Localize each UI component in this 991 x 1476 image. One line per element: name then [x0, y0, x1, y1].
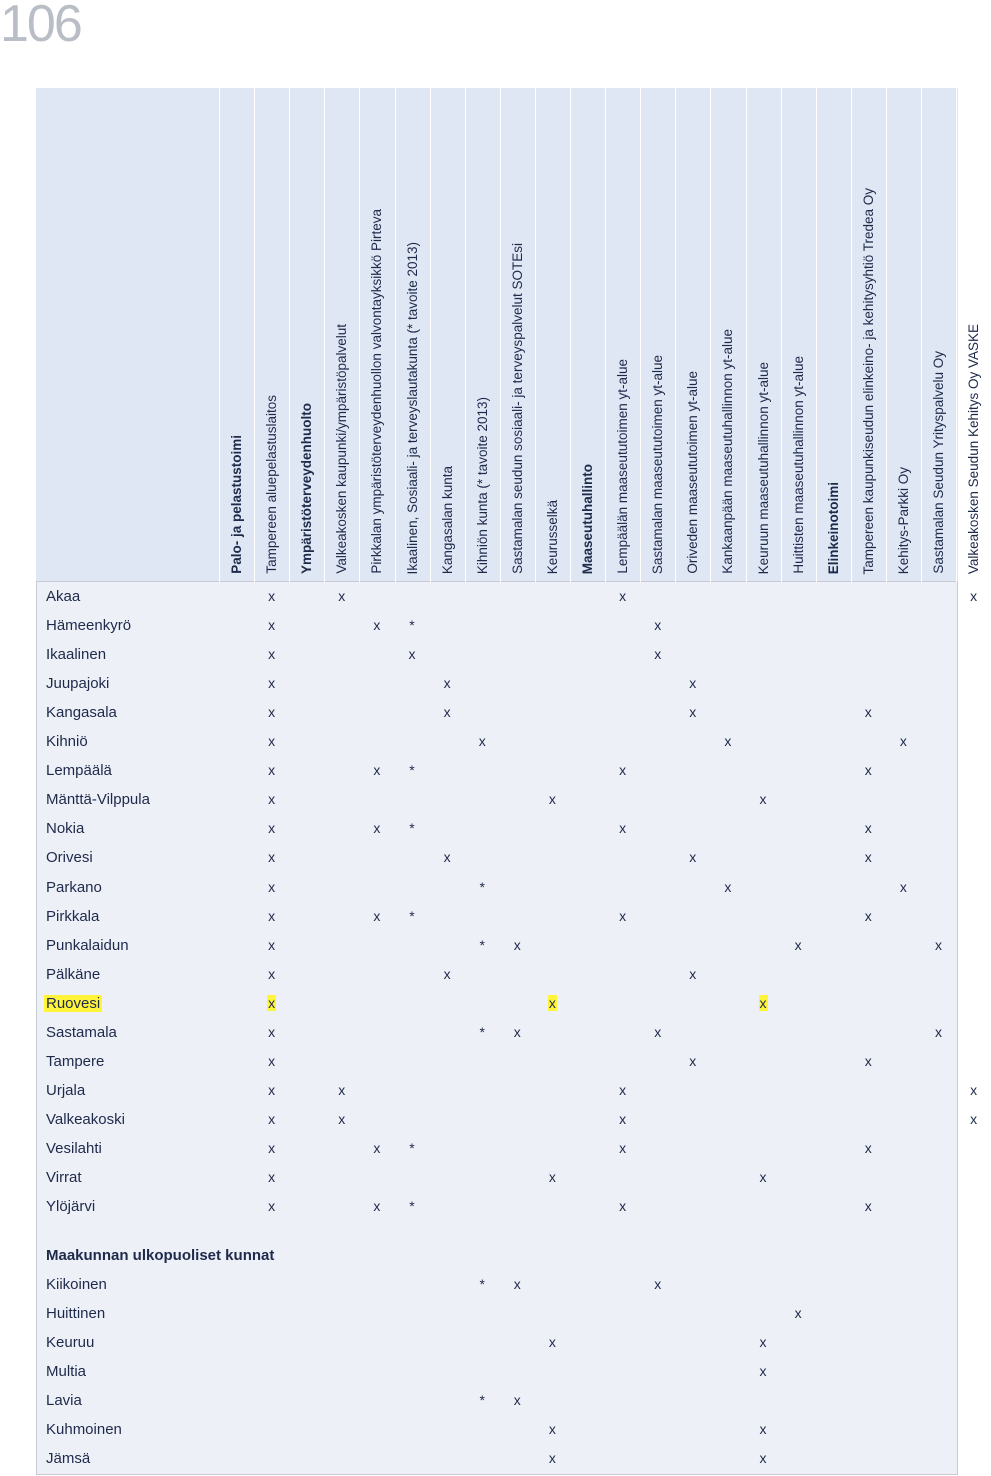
table-cell-mark: [605, 1111, 640, 1127]
table-cell-mark: [605, 762, 640, 778]
cell-value: x: [443, 704, 451, 721]
cell-value: x: [373, 907, 381, 924]
cell-value: x: [970, 1110, 978, 1127]
cell-value: x: [970, 588, 978, 604]
table-cell-mark: [430, 849, 465, 865]
column-header-label: Palo- ja pelastustoimi: [229, 435, 244, 574]
cell-value: x: [338, 588, 346, 604]
column-header-label: Kankaanpään maaseutuhallinnon yt-alue: [720, 329, 736, 574]
cell-value: x: [619, 1139, 627, 1156]
table-cell-mark: [535, 1450, 570, 1466]
column-header: [289, 94, 324, 574]
table-cell-mark: [746, 1421, 781, 1437]
cell-value: x: [619, 820, 627, 837]
cell-value: x: [689, 675, 697, 692]
row-label: Ikaalinen: [46, 646, 107, 664]
row-label: Pälkäne: [46, 965, 101, 983]
cell-value: x: [548, 791, 556, 808]
table-cell-mark: [640, 617, 675, 633]
cell-value: x: [654, 1023, 662, 1040]
cell-value: x: [935, 1023, 942, 1040]
cell-value: x: [689, 704, 697, 721]
table-cell-mark: [675, 1053, 710, 1069]
table-cell-mark: [640, 646, 675, 662]
table-cell-mark: [851, 820, 886, 836]
cell-value: x: [619, 1081, 627, 1098]
column-header: [816, 94, 851, 574]
cell-value: x: [548, 1450, 556, 1467]
column-header: [219, 94, 254, 574]
cell-value: *: [409, 617, 415, 634]
column-header: [570, 94, 605, 574]
cell-value: x: [619, 1198, 627, 1215]
row-label: Tampere: [46, 1052, 105, 1070]
column-header-label: Ikaalinen, Sosiaali- ja terveyslautakunta (* tavoite 2013): [404, 241, 420, 574]
table-cell-mark: [746, 1450, 781, 1466]
table-cell-mark: [430, 966, 465, 982]
cell-value: x: [864, 1198, 872, 1215]
table-cell-mark: [430, 704, 465, 720]
row-label: Huittinen: [46, 1305, 106, 1323]
cell-value: x: [759, 994, 767, 1011]
cell-value: x: [373, 1198, 381, 1215]
cell-value: x: [513, 936, 521, 953]
cell-value: x: [935, 936, 942, 953]
column-header: [956, 94, 991, 574]
cell-value: x: [268, 1169, 276, 1185]
table-cell-mark: [500, 1276, 535, 1292]
cell-value: x: [970, 1081, 978, 1098]
column-header-label: Ympäristöterveydenhuolto: [299, 402, 315, 574]
column-header: [535, 94, 570, 574]
cell-value: *: [479, 1276, 485, 1292]
cell-value: x: [268, 1023, 276, 1040]
cell-value: x: [513, 1392, 521, 1409]
table-cell-mark: [254, 675, 289, 691]
table-cell-mark: [254, 1082, 289, 1098]
column-header: [851, 94, 886, 574]
table-cell-mark: [781, 1305, 816, 1321]
cell-value: x: [268, 907, 276, 924]
cell-value: x: [864, 849, 872, 866]
column-header: [675, 94, 710, 574]
cell-value: x: [619, 907, 627, 924]
table-cell-mark: [500, 937, 535, 953]
table-cell-mark: [465, 937, 500, 953]
table-cell-mark: [359, 1198, 394, 1214]
cell-value: x: [268, 994, 276, 1011]
cell-value: *: [479, 878, 485, 895]
cell-value: x: [654, 646, 662, 663]
cell-value: x: [268, 820, 276, 837]
cell-value: x: [864, 1139, 872, 1156]
cell-value: x: [268, 936, 276, 953]
cell-value: x: [619, 588, 627, 604]
cell-value: x: [268, 675, 276, 692]
table-cell-mark: [956, 1111, 991, 1127]
row-label: Keuruu: [46, 1334, 95, 1352]
column-header-label: Elinkeinotoimi: [825, 481, 841, 574]
table-cell-mark: [535, 1169, 570, 1185]
cell-value: x: [338, 1110, 346, 1127]
column-header-label: Sastamalan Seudun Yrityspalvelu Oy: [931, 351, 946, 574]
table-cell-mark: [395, 617, 430, 633]
row-label: Nokia: [46, 820, 85, 838]
table-cell-mark: [254, 1111, 289, 1127]
table-cell-mark: [535, 791, 570, 807]
table-cell-mark: [324, 1082, 359, 1098]
row-label: Vesilahti: [46, 1139, 102, 1157]
cell-value: x: [548, 1334, 556, 1351]
cell-value: x: [443, 965, 451, 982]
table-cell-mark: [956, 1082, 991, 1098]
cell-value: x: [724, 878, 732, 895]
row-label: Akaa: [46, 588, 81, 605]
cell-value: x: [759, 791, 767, 808]
cell-value: x: [724, 733, 732, 750]
table-cell-mark: [746, 995, 781, 1011]
table-cell-mark: [746, 1169, 781, 1185]
table-cell-mark: [921, 1024, 956, 1040]
column-header-label: Kangasalan kunta: [439, 465, 455, 574]
table-cell-mark: [254, 791, 289, 807]
cell-value: x: [548, 1169, 556, 1185]
cell-value: x: [373, 617, 381, 634]
cell-value: x: [513, 1023, 521, 1040]
row-label: Juupajoki: [46, 675, 110, 693]
column-header: [465, 94, 500, 574]
table-cell-mark: [675, 849, 710, 865]
cell-value: x: [268, 965, 276, 982]
cell-value: x: [268, 617, 276, 634]
table-cell-mark: [324, 1111, 359, 1127]
cell-value: x: [548, 994, 556, 1011]
row-label: Mänttä-Vilppula: [46, 791, 150, 809]
table-cell-mark: [254, 820, 289, 836]
table-cell-mark: [851, 762, 886, 778]
table-cell-mark: [535, 1421, 570, 1437]
cell-value: *: [409, 820, 415, 837]
table-cell-mark: [395, 762, 430, 778]
table-cell-mark: [254, 704, 289, 720]
table-cell-mark: [640, 1024, 675, 1040]
table-cell-mark: [254, 588, 289, 604]
row-label: Ruovesi: [46, 994, 101, 1012]
cell-value: x: [864, 704, 872, 721]
row-label: Urjala: [46, 1081, 86, 1099]
row-label: Kiikoinen: [46, 1276, 107, 1293]
column-header-label: Pirkkalan ympäristöterveydenhuollon valvontayksikkö Pirteva: [369, 209, 385, 574]
cell-value: x: [443, 675, 451, 692]
cell-value: x: [268, 791, 276, 808]
table-cell-mark: [675, 966, 710, 982]
cell-value: *: [479, 1023, 485, 1040]
table-cell-mark: [254, 966, 289, 982]
table-cell-mark: [956, 588, 991, 604]
table-cell-mark: [254, 1053, 289, 1069]
cell-value: *: [409, 762, 415, 779]
table-cell-mark: [640, 1276, 675, 1292]
table-cell-mark: [535, 1334, 570, 1350]
row-label: Ylöjärvi: [46, 1198, 96, 1216]
table-cell-mark: [254, 849, 289, 865]
cell-value: x: [654, 617, 662, 634]
cell-value: x: [268, 704, 276, 721]
row-label: Kangasala: [46, 704, 117, 722]
column-header: [254, 94, 289, 574]
table-cell-mark: [710, 733, 745, 749]
table-cell-mark: [746, 1363, 781, 1379]
cell-value: x: [268, 588, 276, 604]
column-header-label: Maaseutuhallinto: [580, 463, 595, 574]
row-label: Virrat: [46, 1169, 82, 1186]
cell-value: x: [268, 1139, 276, 1156]
table-cell-mark: [254, 1169, 289, 1185]
row-label: Kuhmoinen: [46, 1421, 122, 1439]
column-header: [395, 94, 430, 574]
cell-value: x: [268, 733, 276, 750]
row-label: Parkano: [46, 878, 102, 896]
table-cell-mark: [465, 1392, 500, 1408]
cell-value: x: [899, 878, 907, 895]
cell-value: *: [409, 907, 415, 924]
cell-value: x: [899, 733, 907, 750]
cell-value: x: [513, 1276, 521, 1292]
table-cell-mark: [254, 733, 289, 749]
cell-value: x: [619, 1110, 627, 1127]
column-header-label: Kihniön kunta (* tavoite 2013): [474, 396, 490, 574]
table-cell-mark: [851, 849, 886, 865]
cell-value: x: [408, 646, 416, 663]
table-cell-mark: [395, 1198, 430, 1214]
cell-value: x: [794, 1305, 802, 1322]
row-label: Valkeakoski: [46, 1110, 125, 1128]
row-label: Orivesi: [46, 849, 93, 867]
table-cell-mark: [605, 1198, 640, 1214]
cell-value: x: [689, 1052, 697, 1069]
cell-value: x: [759, 1450, 767, 1467]
column-header: [430, 94, 465, 574]
cell-value: x: [864, 1052, 872, 1069]
column-header-label: Valkeakosken kaupunki/ympäristöpalvelut: [334, 324, 350, 574]
table-cell-mark: [851, 1198, 886, 1214]
column-header: [921, 94, 956, 574]
cell-value: x: [373, 1139, 381, 1156]
table-cell-mark: [430, 675, 465, 691]
table-cell-mark: [605, 588, 640, 604]
table-cell-mark: [851, 704, 886, 720]
table-cell-mark: [395, 646, 430, 662]
cell-value: *: [409, 1139, 415, 1156]
column-header-label: Sastamalan seudun sosiaali- ja terveyspalvelut SOTEsi: [509, 243, 525, 574]
cell-value: x: [478, 733, 486, 750]
cell-value: x: [548, 1421, 556, 1438]
cell-value: x: [268, 1052, 276, 1069]
row-label: Punkalaidun: [46, 936, 129, 954]
table-cell-mark: [395, 908, 430, 924]
table-cell-mark: [254, 1024, 289, 1040]
column-header: [324, 94, 359, 574]
cell-value: *: [479, 1392, 485, 1409]
table-cell-mark: [851, 1140, 886, 1156]
column-header-label: Lempäälän maaseututoimen yt-alue: [615, 359, 631, 574]
column-header: [746, 94, 781, 574]
cell-value: *: [409, 1198, 415, 1215]
row-label: Pirkkala: [46, 907, 100, 925]
cell-value: x: [268, 646, 276, 663]
cell-value: x: [443, 849, 451, 866]
table-cell-mark: [781, 937, 816, 953]
cell-value: x: [619, 762, 627, 779]
table-cell-mark: [710, 879, 745, 895]
table-cell-mark: [535, 995, 570, 1011]
table-cell-mark: [886, 733, 921, 749]
column-header-label: Oriveden maaseututoimen yt-alue: [685, 371, 701, 574]
cell-value: x: [794, 936, 802, 953]
cell-value: x: [864, 820, 872, 837]
table-cell-mark: [886, 879, 921, 895]
table-cell-mark: [921, 937, 956, 953]
column-header-label: Tampereen kaupunkiseudun elinkeino- ja kehitysyhtiö Tredea Oy: [860, 187, 876, 574]
table-cell-mark: [359, 762, 394, 778]
row-label: Lempäälä: [46, 762, 112, 780]
column-header-label: Keuruun maaseutuhallinnon yt-alue: [755, 361, 771, 574]
table-cell-mark: [254, 995, 289, 1011]
column-header-label: Sastamalan maaseututoimen yt-alue: [650, 354, 666, 574]
table-cell-mark: [254, 762, 289, 778]
column-header: [710, 94, 745, 574]
table-cell-mark: [605, 1140, 640, 1156]
table-cell-mark: [395, 1140, 430, 1156]
table-cell-mark: [254, 617, 289, 633]
row-label: Multia: [46, 1363, 87, 1381]
cell-value: x: [864, 907, 872, 924]
table-cell-mark: [359, 1140, 394, 1156]
cell-value: x: [268, 762, 276, 779]
cell-value: x: [373, 820, 381, 837]
table-cell-mark: [254, 908, 289, 924]
table-cell-mark: [500, 1024, 535, 1040]
cell-value: x: [689, 849, 697, 866]
column-header: [781, 94, 816, 574]
cell-value: x: [268, 1110, 276, 1127]
cell-value: x: [759, 1363, 767, 1380]
table-cell-mark: [465, 879, 500, 895]
cell-value: x: [759, 1334, 767, 1351]
table-cell-mark: [500, 1392, 535, 1408]
table-cell-mark: [851, 1053, 886, 1069]
cell-value: x: [864, 762, 872, 779]
cell-value: x: [268, 849, 276, 866]
cell-value: x: [654, 1276, 662, 1292]
column-header-label: Kehitys-Parkki Oy: [895, 466, 911, 574]
table-cell-mark: [746, 1334, 781, 1350]
table-cell-mark: [254, 1140, 289, 1156]
table-cell-mark: [254, 937, 289, 953]
table-cell-mark: [851, 908, 886, 924]
cell-value: x: [268, 878, 276, 895]
column-header: [605, 94, 640, 574]
table-cell-mark: [324, 588, 359, 604]
cell-value: x: [268, 1198, 276, 1215]
row-label: Lavia: [46, 1392, 82, 1410]
table-cell-mark: [254, 1198, 289, 1214]
cell-value: x: [759, 1421, 767, 1438]
column-header: [886, 94, 921, 574]
table-cell-mark: [254, 879, 289, 895]
table-cell-mark: [746, 791, 781, 807]
row-label: Sastamala: [46, 1023, 117, 1041]
table-cell-mark: [359, 820, 394, 836]
table-cell-mark: [675, 675, 710, 691]
table-cell-mark: [465, 733, 500, 749]
column-header: [640, 94, 675, 574]
cell-value: x: [268, 1081, 276, 1098]
cell-value: x: [759, 1169, 767, 1185]
table-cell-mark: [395, 820, 430, 836]
column-header-label: Huittisten maaseutuhallinnon yt-alue: [790, 356, 806, 574]
cell-value: x: [338, 1081, 346, 1098]
cell-value: x: [689, 965, 697, 982]
column-header-label: Keurusselkä: [544, 499, 560, 574]
table-cell-mark: [605, 1082, 640, 1098]
table-cell-mark: [605, 820, 640, 836]
column-header: [359, 94, 394, 574]
table-cell-mark: [675, 704, 710, 720]
table-cell-mark: [359, 908, 394, 924]
table-cell-mark: [465, 1024, 500, 1040]
column-header-label: Valkeakosken Seudun Kehitys Oy VASKE: [966, 323, 982, 574]
outside-section-title: Maakunnan ulkopuoliset kunnat: [46, 1247, 275, 1264]
column-header-label: Tampereen aluepelastuslaitos: [264, 395, 280, 574]
page-number: 106: [0, 0, 81, 53]
table-cell-mark: [359, 617, 394, 633]
table-cell-mark: [465, 1276, 500, 1292]
column-header: [500, 94, 535, 574]
table-cell-mark: [605, 908, 640, 924]
cell-value: x: [373, 762, 381, 779]
row-label: Hämeenkyrö: [46, 617, 132, 635]
table-cell-mark: [254, 646, 289, 662]
row-label: Kihniö: [46, 733, 88, 751]
cell-value: *: [479, 936, 485, 953]
row-label: Jämsä: [46, 1450, 91, 1468]
